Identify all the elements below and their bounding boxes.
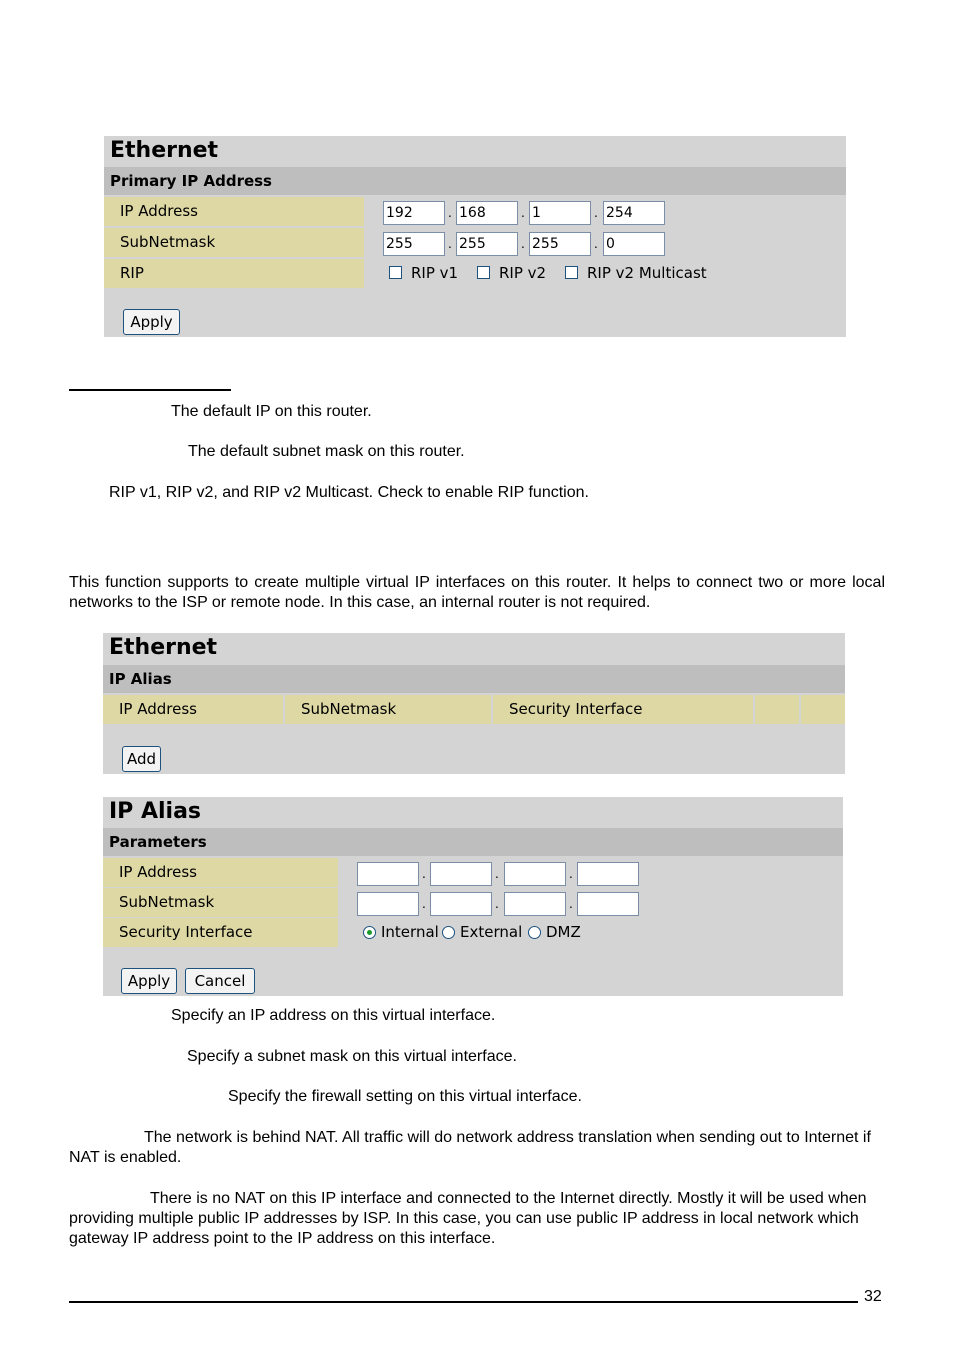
- internal-radio[interactable]: [363, 926, 376, 939]
- col-security-interface: Security Interface: [493, 695, 753, 724]
- rip-v2-multicast-checkbox[interactable]: [565, 266, 578, 279]
- rip-v2-checkbox[interactable]: [477, 266, 490, 279]
- alias-table-header: [103, 695, 845, 724]
- ip-octet-2[interactable]: 168: [456, 201, 518, 225]
- subnetmask-row: SubNetmask 255 . 255 . 255 . 0: [104, 228, 846, 257]
- desc-external: There is no NAT on this IP interface and connected to the Internet directly. Mostly it will be used when providing multiple public IP addresses by ISP. In this case, you can use public IP address in local network which gateway IP address point to the IP address on this interface.: [69, 1190, 867, 1247]
- rip-label: RIP: [104, 259, 364, 288]
- desc-alias-security: Specify the firewall setting on this virtual interface.: [228, 1088, 582, 1105]
- ip-alias-form-panel: [103, 797, 843, 996]
- alias-mask-octet-3[interactable]: [504, 892, 566, 916]
- alias-mask-label: SubNetmask: [103, 888, 338, 917]
- desc-alias-ip: Specify an IP address on this virtual interface.: [171, 1007, 496, 1024]
- alias-ip-octet-3[interactable]: [504, 862, 566, 886]
- desc-alias-mask: Specify a subnet mask on this virtual interface.: [187, 1048, 517, 1065]
- section-header: IP Alias: [103, 665, 845, 693]
- rip-row: [104, 259, 846, 288]
- ip-address-row: IP Address 192 . 168 . 1 . 254: [104, 197, 846, 226]
- alias-mask-octet-2[interactable]: [430, 892, 492, 916]
- alias-ip-octet-4[interactable]: [577, 862, 639, 886]
- rip-v1-checkbox[interactable]: [389, 266, 402, 279]
- mask-octet-3[interactable]: 255: [529, 232, 591, 256]
- internal-label: Internal: [381, 923, 439, 941]
- ip-octet-4[interactable]: 254: [603, 201, 665, 225]
- col-delete: [801, 695, 845, 724]
- panel-title: IP Alias: [103, 797, 843, 827]
- section-header: Primary IP Address: [104, 167, 846, 195]
- alias-ip-row: IP Address . . .: [103, 858, 843, 887]
- alias-mask-octet-4[interactable]: [577, 892, 639, 916]
- ip-address-label: IP Address: [104, 197, 364, 226]
- desc-ip-address: The default IP on this router.: [171, 403, 372, 420]
- apply-button[interactable]: Apply: [121, 968, 177, 994]
- col-ip-address: IP Address: [103, 695, 283, 724]
- desc-rip: RIP v1, RIP v2, and RIP v2 Multicast. Check to enable RIP function.: [109, 484, 589, 501]
- ip-octet-1[interactable]: 192: [383, 201, 445, 225]
- add-button[interactable]: Add: [122, 746, 161, 772]
- col-edit: [755, 695, 799, 724]
- mask-octet-1[interactable]: 255: [383, 232, 445, 256]
- rip-v1-label: RIP v1: [411, 264, 459, 282]
- footer-rule: [69, 1301, 858, 1303]
- desc-internal: The network is behind NAT. All traffic will do network address translation when sending out to Internet if NAT is enabled.: [69, 1129, 871, 1166]
- desc-subnetmask: The default subnet mask on this router.: [188, 443, 465, 460]
- heading-rule: [69, 389, 231, 391]
- page-number: 32: [864, 1288, 882, 1305]
- subnetmask-label: SubNetmask: [104, 228, 364, 257]
- col-subnetmask: SubNetmask: [285, 695, 491, 724]
- rip-v2-multicast-label: RIP v2 Multicast: [587, 264, 707, 282]
- ip-alias-intro: This function supports to create multiple virtual IP interfaces on this router. It helps to connect two or more local networks to the ISP or remote node. In this case, an internal router is not required.: [69, 574, 885, 611]
- mask-octet-4[interactable]: 0: [603, 232, 665, 256]
- alias-ip-label: IP Address: [103, 858, 338, 887]
- security-interface-row: [103, 918, 843, 947]
- mask-octet-2[interactable]: 255: [456, 232, 518, 256]
- alias-mask-octet-1[interactable]: [357, 892, 419, 916]
- security-interface-label: Security Interface: [103, 918, 338, 947]
- dmz-label: DMZ: [546, 923, 581, 941]
- dmz-radio[interactable]: [528, 926, 541, 939]
- section-header: Parameters: [103, 828, 843, 856]
- ethernet-primary-panel: [104, 136, 846, 337]
- alias-ip-octet-2[interactable]: [430, 862, 492, 886]
- cancel-button[interactable]: Cancel: [185, 968, 255, 994]
- rip-v2-label: RIP v2: [499, 264, 547, 282]
- alias-mask-row: SubNetmask . . .: [103, 888, 843, 917]
- external-radio[interactable]: [442, 926, 455, 939]
- ip-alias-list-panel: [103, 633, 845, 774]
- panel-title: Ethernet: [104, 136, 846, 166]
- panel-title: Ethernet: [103, 633, 845, 663]
- external-label: External: [460, 923, 523, 941]
- alias-ip-octet-1[interactable]: [357, 862, 419, 886]
- ip-octet-3[interactable]: 1: [529, 201, 591, 225]
- apply-button[interactable]: Apply: [123, 309, 180, 335]
